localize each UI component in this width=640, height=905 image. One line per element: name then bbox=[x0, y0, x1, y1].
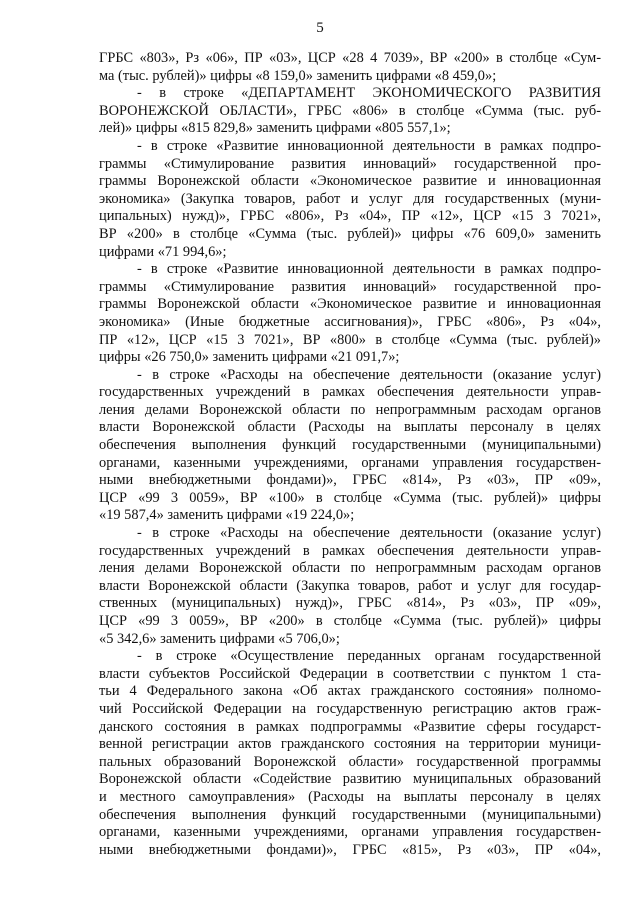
paragraph bbox=[99, 50, 601, 85]
text-line: «5 342,6» заменить цифрами «5 706,0»; bbox=[99, 630, 340, 647]
text-line: граммы Воронежской области «Экономическое развитие и инновационная bbox=[99, 173, 601, 190]
text-line: тьи 4 Федерального закона «Об актах гражданского состояния» полномо- bbox=[99, 683, 601, 700]
paragraph bbox=[99, 85, 601, 138]
paragraph bbox=[99, 138, 601, 261]
text-line: экономика» (Иные бюджетные ассигнования)», ГРБС «806», Рз «04», bbox=[99, 313, 601, 330]
text-line: экономика» (Закупка товаров, работ и услуг для государственных (муни- bbox=[99, 190, 601, 207]
text-line: граммы Воронежской области «Экономическое развитие и инновационная bbox=[99, 296, 601, 313]
text-line: ВР «200» в столбце «Сумма (тыс. рублей)» цифры «76 609,0» заменить bbox=[99, 225, 601, 242]
text-line: власти Воронежской области (Расходы на выплаты персоналу в целях bbox=[99, 419, 601, 436]
text-line: органами, казенными учреждениями, органами управления государствен- bbox=[99, 824, 601, 841]
text-line: - в строке «Расходы на обеспечение деятельности (оказание услуг) bbox=[137, 366, 601, 383]
text-line: цифры «26 750,0» заменить цифрами «21 091,7»; bbox=[99, 349, 400, 366]
text-line: - в строке «Расходы на обеспечение деятельности (оказание услуг) bbox=[137, 525, 601, 542]
text-line: ПР «12», ЦСР «15 3 7021», ВР «800» в столбце «Сумма (тыс. рублей)» bbox=[99, 331, 601, 348]
text-line: государственных учреждений в рамках обеспечения деятельности управ- bbox=[99, 384, 601, 401]
text-line: - в строке «Осуществление переданных органам государственной bbox=[137, 648, 601, 665]
text-line: «19 587,4» заменить цифрами «19 224,0»; bbox=[99, 507, 355, 524]
text-line: ЦСР «99 3 0059», ВР «100» в столбце «Сумма (тыс. рублей)» цифры bbox=[99, 489, 601, 506]
text-line: ципальных) нужд)», ГРБС «806», Рз «04», ПР «12», ЦСР «15 3 7021», bbox=[99, 208, 601, 225]
text-line: обеспечения выполнения функций государственными (муниципальными) bbox=[99, 806, 601, 823]
text-line: лей)» цифры «815 829,8» заменить цифрами «805 557,1»; bbox=[99, 120, 451, 137]
text-line: ления делами Воронежской области по непрограммным расходам органов bbox=[99, 401, 601, 418]
text-line: пальных образований Воронежской области» государственной программы bbox=[99, 753, 601, 770]
text-line: венной регистрации актов гражданского состояния на территории муници- bbox=[99, 736, 601, 753]
text-line: ными внебюджетными фондами)», ГРБС «815», Рз «03», ПР «04», bbox=[99, 841, 601, 858]
text-line: Воронежской области «Содействие развитию муниципальных образований bbox=[99, 771, 601, 788]
text-line: ВОРОНЕЖСКОЙ ОБЛАСТИ», ГРБС «806» в столбце «Сумма (тыс. руб- bbox=[99, 102, 601, 119]
text-line: власти субъектов Российской Федерации в соответствии с пунктом 1 ста- bbox=[99, 665, 601, 682]
paragraph bbox=[99, 367, 601, 525]
text-line: граммы «Стимулирование развития инноваций» государственной про- bbox=[99, 278, 601, 295]
text-line: цифрами «71 994,6»; bbox=[99, 243, 227, 260]
text-line: органами, казенными учреждениями, органами управления государствен- bbox=[99, 454, 601, 471]
paragraph bbox=[99, 648, 601, 859]
text-line: ными внебюджетными фондами)», ГРБС «814», Рз «03», ПР «09», bbox=[99, 472, 601, 489]
text-line: ма (тыс. рублей)» цифры «8 159,0» заменить цифрами «8 459,0»; bbox=[99, 67, 497, 84]
document-body bbox=[99, 50, 601, 859]
text-line: - в строке «Развитие инновационной деятельности в рамках подпро- bbox=[137, 261, 601, 278]
text-line: власти Воронежской области (Закупка товаров, работ и услуг для государ- bbox=[99, 577, 601, 594]
text-line: ГРБС «803», Рз «06», ПР «03», ЦСР «28 4 7039», ВР «200» в столбце «Сум- bbox=[99, 50, 601, 66]
paragraph bbox=[99, 261, 601, 367]
text-line: - в строке «Развитие инновационной деятельности в рамках подпро- bbox=[137, 137, 601, 154]
text-line: чий Российской Федерации на государственную регистрацию актов граж- bbox=[99, 700, 601, 717]
text-line: граммы «Стимулирование развития инноваций» государственной про- bbox=[99, 155, 601, 172]
page-number: 5 bbox=[316, 20, 324, 36]
text-line: - в строке «ДЕПАРТАМЕНТ ЭКОНОМИЧЕСКОГО РАЗВИТИЯ bbox=[137, 85, 601, 102]
text-line: ления делами Воронежской области по непрограммным расходам органов bbox=[99, 560, 601, 577]
text-line: обеспечения выполнения функций государственными (муниципальными) bbox=[99, 437, 601, 454]
text-line: ственных (муниципальных) нужд)», ГРБС «814», Рз «03», ПР «09», bbox=[99, 595, 601, 612]
text-line: данского состояния в рамках подпрограммы «Развитие сферы государст- bbox=[99, 718, 601, 735]
paragraph bbox=[99, 525, 601, 648]
text-line: ЦСР «99 3 0059», ВР «200» в столбце «Сумма (тыс. рублей)» цифры bbox=[99, 613, 601, 629]
text-line: государственных учреждений в рамках обеспечения деятельности управ- bbox=[99, 542, 601, 559]
text-line: и местного самоуправления» (Расходы на выплаты персоналу в целях bbox=[99, 788, 601, 805]
